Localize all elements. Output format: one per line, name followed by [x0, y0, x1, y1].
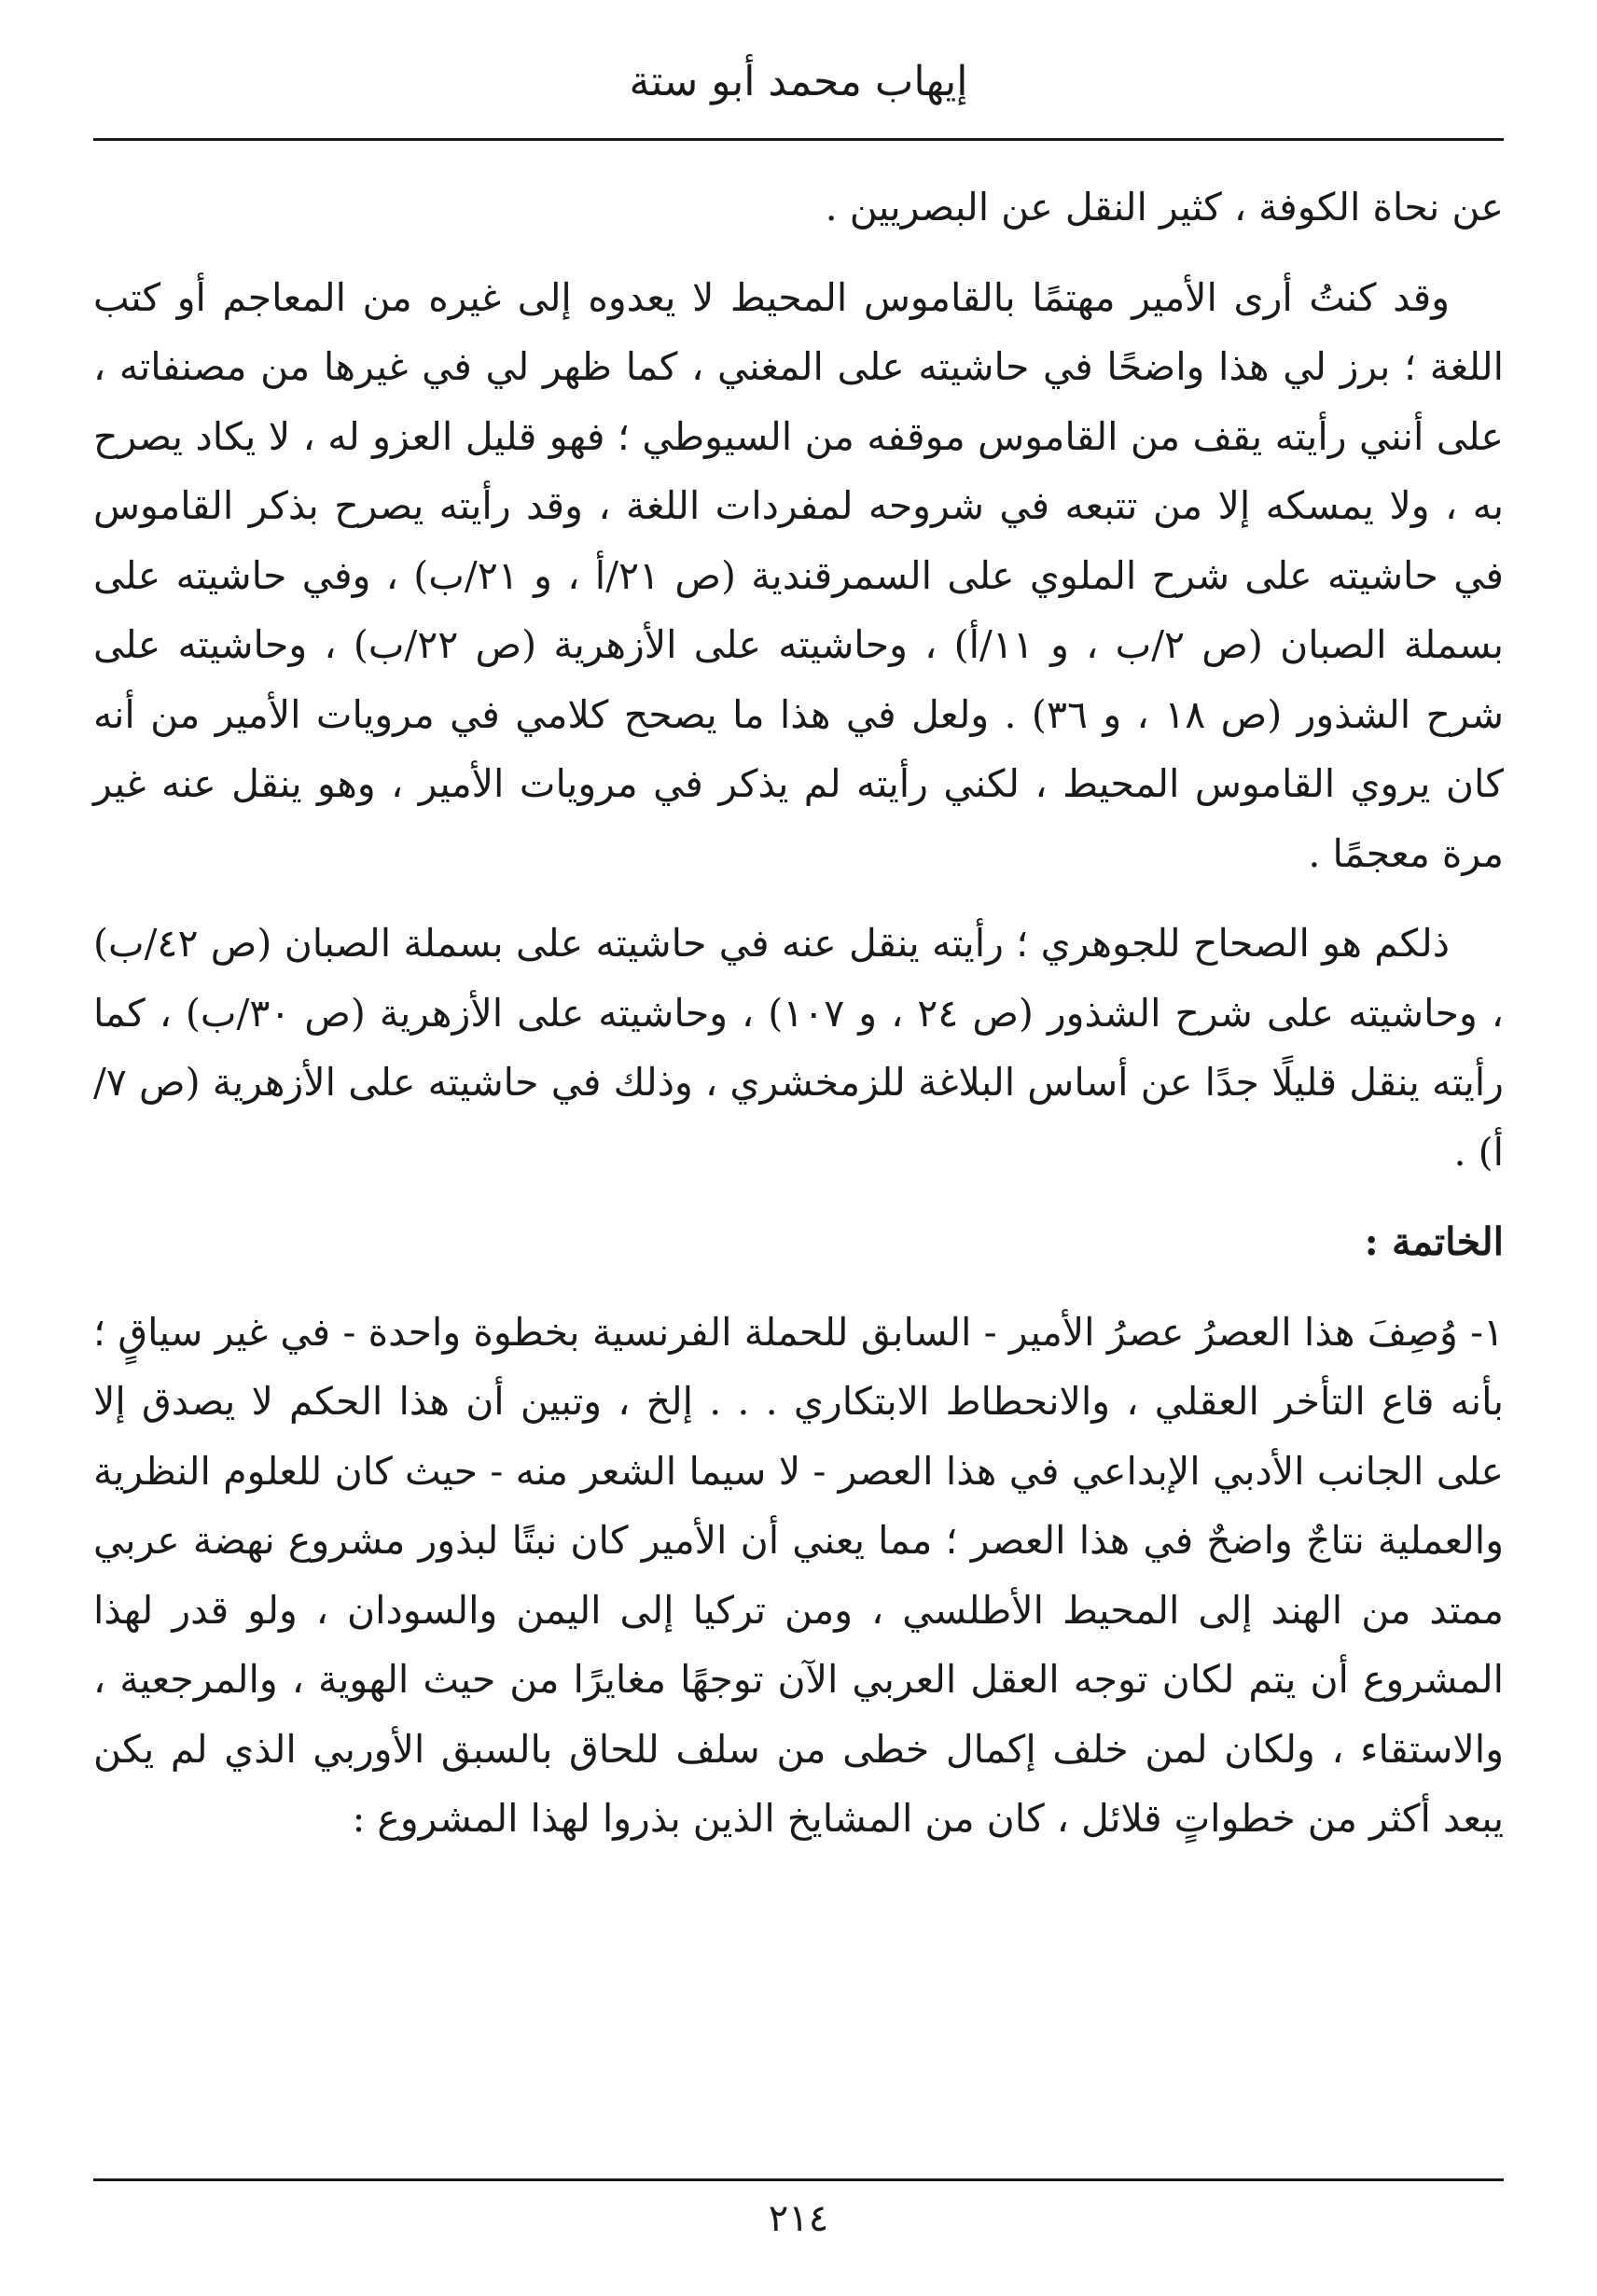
- paragraph-conclusion-1: ١- وُصِفَ هذا العصرُ عصرُ الأمير - السابق للحملة الفرنسية بخطوة واحدة - في غير سياقٍ ؛ بأنه قاع التأخر العقلي ، والانحطاط الابتكاري . . . إلخ ، وتبين أن هذا الحكم لا يصدق إلا على الجانب الأدبي الإبداعي في هذا العصر - لا سيما الشعر منه - حيث كان للعلوم النظرية والعملية نتاجٌ واضحٌ في هذا العصر ؛ مما يعني أن الأمير كان نبتًا لبذور مشروع نهضة عربي ممتد من الهند إلى المحيط الأطلسي ، ومن تركيا إلى اليمن والسودان ، ولو قدر لهذا المشروع أن يتم لكان توجه العقل العربي الآن توجهًا مغايرًا من حيث الهوية ، والمرجعية ، والاستقاء ، ولكان لمن خلف إكمال خطى من سلف للحاق بالسبق الأوربي الذي لم يكن يبعد أكثر من خطواتٍ قلائل ، كان من المشايخ الذين بذروا لهذا المشروع :: [93, 1309, 1504, 1841]
- page-number: ٢١٤: [768, 2197, 829, 2240]
- footer-rule: [93, 2178, 1504, 2181]
- paragraph-sihah: ذلكم هو الصحاح للجوهري ؛ رأيته ينقل عنه في حاشيته على بسملة الصبان (ص ٤٢/ب) ، وحاشيته على شرح الشذور (ص ٢٤ ، و ١٠٧) ، وحاشيته على الأزهرية (ص ٣٠/ب) ، كما رأيته ينقل قليلًا جدًا عن أساس البلاغة للزمخشري ، وذلك في حاشيته على الأزهرية (ص ٧/أ) .: [93, 921, 1504, 1175]
- header-rule: [93, 138, 1504, 141]
- section-heading-conclusion: الخاتمة :: [1364, 1219, 1504, 1264]
- running-header-author: إيهاب محمد أبو ستة: [629, 58, 968, 105]
- paragraph-qamus: وقد كنتُ أرى الأمير مهتمًا بالقاموس المحيط لا يعدوه إلى غيره من المعاجم أو كتب اللغة ؛ برز لي هذا واضحًا في حاشيته على المغني ، كما ظهر لي في غيرها من مصنفاته ، على أنني رأيته يقف من القاموس موقفه من السيوطي ؛ فهو قليل العزو له ، لا يكاد يصرح به ، ولا يمسكه إلا من تتبعه في شروحه لمفردات اللغة ، وقد رأيته يصرح بذكر القاموس في حاشيته على شرح الملوي على السمرقندية (ص ٢١/أ ، و ٢١/ب) ، وفي حاشيته على بسملة الصبان (ص ٢/ب ، و ١١/أ) ، وحاشيته على الأزهرية (ص ٢٢/ب) ، وحاشيته على شرح الشذور (ص ١٨ ، و ٣٦) . ولعل في هذا ما يصحح كلامي في مرويات الأمير من أنه كان يروي القاموس المحيط ، لكني رأيته لم يذكر في مرويات الأمير ، وهو ينقل عنه غير مرة معجمًا .: [93, 274, 1504, 876]
- page-body: [93, 173, 1504, 1854]
- paragraph-continuation: عن نحاة الكوفة ، كثير النقل عن البصريين .: [825, 185, 1504, 230]
